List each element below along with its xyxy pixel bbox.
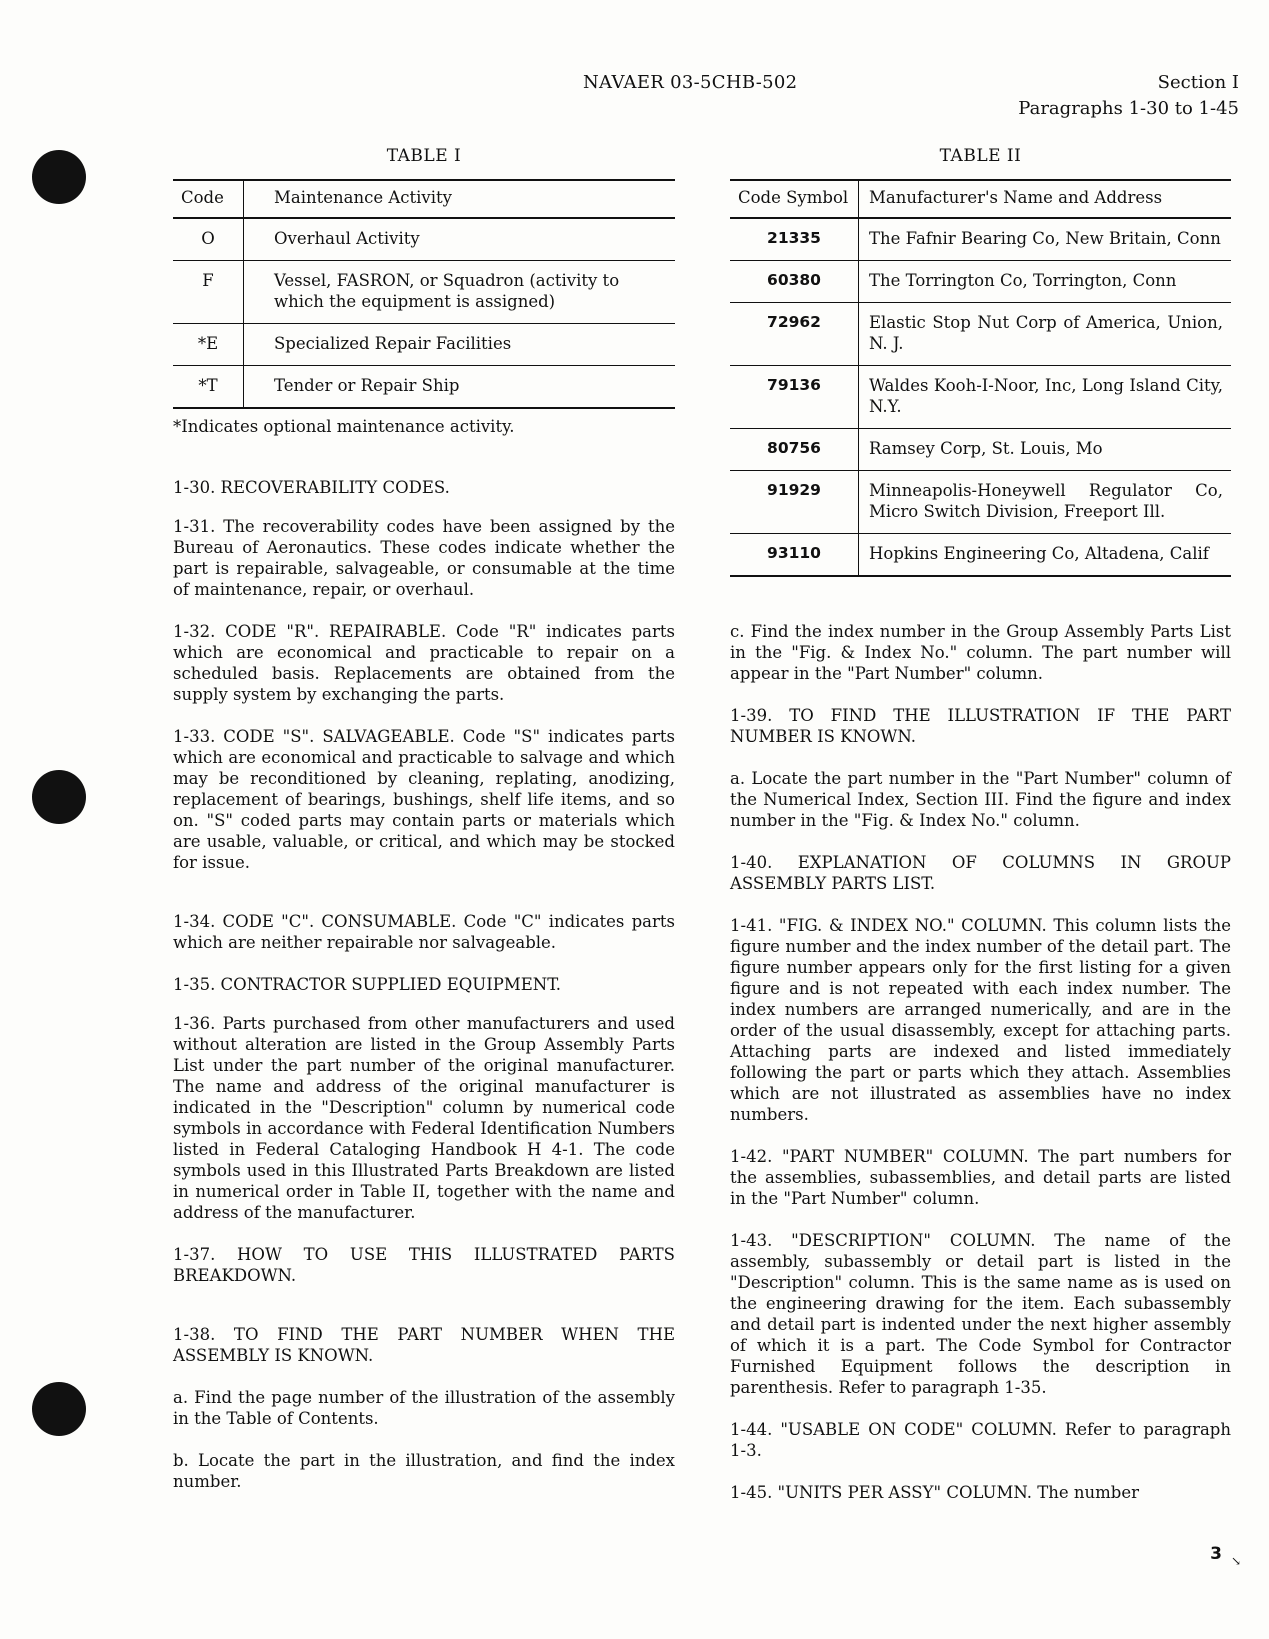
column-header: Code Symbol [730, 180, 859, 218]
code-symbol-cell: 72962 [730, 303, 859, 366]
manufacturer-cell: The Fafnir Bearing Co, New Britain, Conn [869, 229, 1221, 248]
table-row [173, 324, 675, 366]
activity-cell: Tender or Repair Ship [274, 376, 460, 395]
manufacturer-cell: Hopkins Engineering Co, Altadena, Calif [869, 544, 1209, 563]
manufacturer-cell: Elastic Stop Nut Corp of America, Union, N. J. [869, 313, 1223, 353]
right-column [730, 140, 1231, 1524]
paragraph-heading: 1-40. EXPLANATION OF COLUMNS IN GROUP ASSEMBLY PARTS LIST. [730, 853, 1231, 893]
manufacturer-cell: The Torrington Co, Torrington, Conn [869, 271, 1177, 290]
corner-mark-icon: ↘ [1230, 1554, 1241, 1568]
paragraph: 1-43. "DESCRIPTION" COLUMN. The name of the assembly, subassembly or detail part is listed in the "Description" column. This is the same name as is used on the engineering drawing for the item. Each subassembly and detail part is indented under the next higher assembly of which it is a part. The Code Symbol for Contractor Furnished Equipment follows the description in parenthesis. Refer to paragraph 1-35. [730, 1231, 1231, 1397]
activity-cell: Overhaul Activity [274, 229, 420, 248]
table2-caption: TABLE II [939, 146, 1022, 166]
left-column [173, 140, 675, 1513]
column-header: Maintenance Activity [274, 188, 452, 207]
table-header-row [730, 180, 1231, 218]
code-symbol-cell: 91929 [730, 471, 859, 534]
paragraph: 1-42. "PART NUMBER" COLUMN. The part numbers for the assemblies, subassemblies, and detail parts are listed in the "Part Number" column. [730, 1147, 1231, 1208]
code-cell: *T [173, 366, 244, 409]
binder-hole [32, 770, 86, 824]
table-row [730, 218, 1231, 261]
paragraph-heading: 1-35. CONTRACTOR SUPPLIED EQUIPMENT. [173, 975, 562, 994]
table-row [173, 218, 675, 261]
paragraph: 1-36. Parts purchased from other manufacturers and used without alteration are listed in the Group Assembly Parts List under the part number of the original manufacturer. The name and address of the original manufacturer is indicated in the "Description" column by numerical code symbols in accordance with Federal Identification Numbers listed in Federal Cataloging Handbook H 4-1. The code symbols used in this Illustrated Parts Breakdown are listed in numerical order in Table II, together with the name and address of the manufacturer. [173, 1014, 675, 1222]
paragraph: 1-31. The recoverability codes have been assigned by the Bureau of Aeronautics. These codes indicate whether the part is repairable, salvageable, or consumable at the time of maintenance, repair, or overhaul. [173, 517, 675, 599]
table-row [730, 261, 1231, 303]
table-row [173, 261, 675, 324]
code-symbol-cell: 80756 [730, 429, 859, 471]
code-cell: *E [173, 324, 244, 366]
paragraph-heading: 1-30. RECOVERABILITY CODES. [173, 478, 450, 497]
code-cell: O [173, 218, 244, 261]
paragraph-heading: 1-38. TO FIND THE PART NUMBER WHEN THE ASSEMBLY IS KNOWN. [173, 1325, 675, 1365]
code-symbol-cell: 21335 [730, 218, 859, 261]
paragraph: 1-33. CODE "S". SALVAGEABLE. Code "S" indicates parts which are economical and practicable to salvage and which may be reconditioned by cleaning, replating, anodizing, replacement of bearings, bushings, shelf life items, and so on. "S" coded parts may contain parts or materials which are usable, valuable, or critical, and which may be stocked for issue. [173, 727, 675, 872]
document-number: NAVAER 03-5CHB-502 [583, 72, 798, 93]
code-symbol-cell: 93110 [730, 534, 859, 577]
activity-cell: Vessel, FASRON, or Squadron (activity to which the equipment is assigned) [274, 271, 620, 311]
paragraph: 1-45. "UNITS PER ASSY" COLUMN. The number [730, 1483, 1139, 1502]
column-header: Code [173, 180, 244, 218]
paragraph: 1-44. "USABLE ON CODE" COLUMN. Refer to paragraph 1-3. [730, 1420, 1231, 1460]
paragraph-heading: 1-37. HOW TO USE THIS ILLUSTRATED PARTS BREAKDOWN. [173, 1245, 675, 1285]
paragraph: 1-32. CODE "R". REPAIRABLE. Code "R" indicates parts which are economical and practicable to repair on a scheduled basis. Replacements are obtained from the supply system by exchanging the parts. [173, 622, 675, 704]
code-symbol-cell: 79136 [730, 366, 859, 429]
table-row [173, 366, 675, 409]
binder-hole [32, 1382, 86, 1436]
paragraph: b. Locate the part in the illustration, and find the index number. [173, 1451, 675, 1491]
maintenance-code-table [173, 179, 675, 409]
table-row [730, 303, 1231, 366]
page-number: 3 [1210, 1544, 1222, 1564]
manufacturer-code-table [730, 179, 1231, 577]
paragraph: a. Locate the part number in the "Part Number" column of the Numerical Index, Section III. Find the figure and index number in the "Fig. & Index No." column. [730, 769, 1231, 830]
table-row [730, 366, 1231, 429]
activity-cell: Specialized Repair Facilities [274, 334, 512, 353]
manufacturer-cell: Ramsey Corp, St. Louis, Mo [869, 439, 1103, 458]
paragraph: 1-41. "FIG. & INDEX NO." COLUMN. This column lists the figure number and the index number of the detail part. The figure number appears only for the first listing for a given figure and is not repeated with each index number. The index numbers are arranged numerically, and are in the order of the usual disassembly, except for attaching parts. Attaching parts are indexed and listed immediately following the part or parts which they attach. Assemblies which are not illustrated as assemblies have no index numbers. [730, 916, 1231, 1124]
code-cell: F [173, 261, 244, 324]
code-symbol-cell: 60380 [730, 261, 859, 303]
binder-hole [32, 150, 86, 204]
table-row [730, 471, 1231, 534]
manufacturer-cell: Waldes Kooh-I-Noor, Inc, Long Island City, N.Y. [869, 376, 1223, 416]
table-row [730, 429, 1231, 471]
paragraph: a. Find the page number of the illustration of the assembly in the Table of Contents. [173, 1388, 675, 1428]
section-label: Section I [1157, 72, 1239, 93]
column-header: Manufacturer's Name and Address [869, 188, 1163, 207]
table-row [730, 534, 1231, 577]
table1-footnote: *Indicates optional maintenance activity. [173, 417, 515, 436]
paragraph-range: Paragraphs 1-30 to 1-45 [1018, 98, 1239, 119]
manufacturer-cell: Minneapolis-Honeywell Regulator Co, Micro Switch Division, Freeport Ill. [869, 481, 1223, 521]
paragraph: 1-34. CODE "C". CONSUMABLE. Code "C" indicates parts which are neither repairable nor salvageable. [173, 912, 675, 952]
paragraph: c. Find the index number in the Group Assembly Parts List in the "Fig. & Index No." column. The part number will appear in the "Part Number" column. [730, 622, 1231, 683]
table1-caption: TABLE I [386, 146, 462, 166]
paragraph-heading: 1-39. TO FIND THE ILLUSTRATION IF THE PART NUMBER IS KNOWN. [730, 706, 1231, 746]
table-header-row [173, 180, 675, 218]
